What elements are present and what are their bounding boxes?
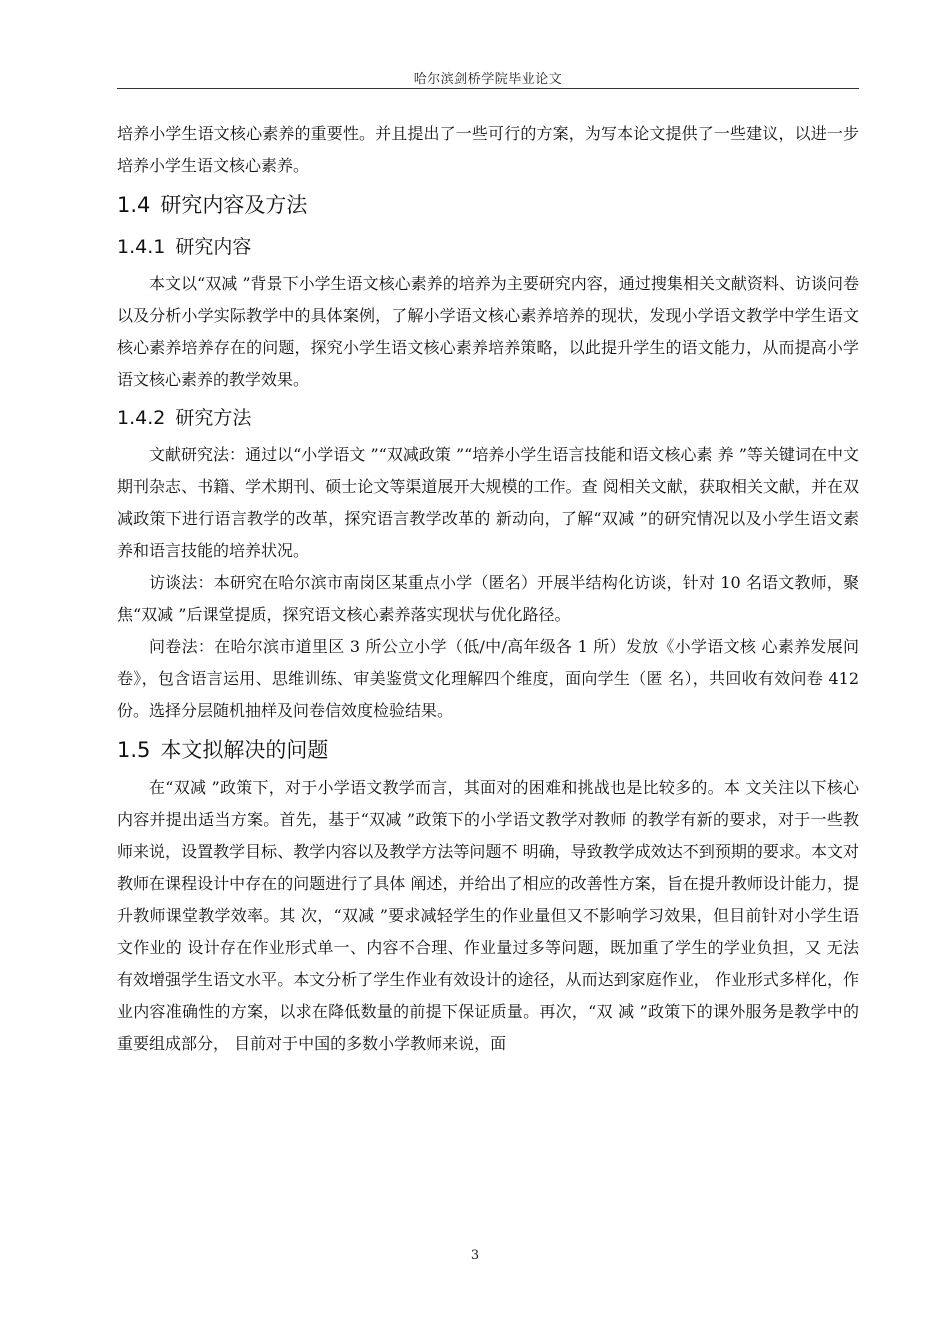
section-title: 研究内容 (175, 236, 252, 258)
section-number: 1.5 (117, 738, 151, 762)
section-heading-1-4-2 (117, 399, 859, 437)
section-title: 研究方法 (175, 407, 252, 429)
interview-method-paragraph: 访谈法：本研究在哈尔滨市南岗区某重点小学（匿名）开展半结构化访谈，针对 10 名语文教师，聚焦“双减 ”后课堂提质，探究语文核心素养落实现状与优化路径。 (117, 573, 859, 624)
page-number: 3 (470, 1248, 480, 1263)
section-heading-1-4 (117, 185, 859, 225)
section-heading-1-5 (117, 730, 859, 770)
section-number: 1.4.1 (117, 236, 166, 258)
research-content-paragraph: 本文以“双减 ”背景下小学生语文核心素养的培养为主要研究内容，通过搜集相关文献资料、访谈问卷以及分析小学实际教学中的具体案例，了解小学语文核心素养培养的现状，发现小学语文教学中学生语文核心素养培养存在的问题，探究小学生语文核心素养培养策略，以此提升学生的语文能力，从而提高小学语文核心素养的教学效果。 (117, 274, 859, 389)
page-body (117, 118, 859, 1060)
section-title: 本文拟解决的问题 (160, 738, 329, 762)
running-header: 哈尔滨剑桥学院毕业论文 (413, 72, 563, 87)
questionnaire-method-paragraph: 问卷法：在哈尔滨市道里区 3 所公立小学（低/中/高年级各 1 所）发放《小学语文核 心素养发展问卷》，包含语言运用、思维训练、审美鉴赏文化理解四个维度，面向学生（匿 名），共回收有效问卷 412 份。选择分层随机抽样及问卷信效度检验结果。 (117, 637, 859, 720)
section-heading-1-4-1 (117, 228, 859, 266)
section-number: 1.4.2 (117, 407, 166, 429)
problems-paragraph: 在“双减 ”政策下，对于小学语文教学而言，其面对的困难和挑战也是比较多的。本 文关注以下核心内容并提出适当方案。首先，基于“双减 ”政策下的小学语文教学对教师 的教学有新的要求，对于一些教师来说，设置教学目标、教学内容以及教学方法等问题不 明确，导致教学成效达不到预期的要求。本文对教师在课程设计中存在的问题进行了具体 阐述，并给出了相应的改善性方案，旨在提升教师设计能力，提升教师课堂教学效率。其 次，“双减 ”要求减轻学生的作业量但又不影响学习效果，但目前针对小学生语文作业的 设计存在作业形式单一、内容不合理、作业量过多等问题，既加重了学生的学业负担，又 无法有效增强学生语文水平。本文分析了学生作业有效设计的途径，从而达到家庭作业， 作业形式多样化，作业内容准确性的方案，以求在降低数量的前提下保证质量。再次，“双 减 ”政策下的课外服务是教学中的重要组成部分， 目前对于中国的多数小学教师来说，面 (117, 778, 859, 1053)
literature-method-paragraph: 文献研究法：通过以“小学语文 ”“双减政策 ”“培养小学生语言技能和语文核心素 养 ”等关键词在中文期刊杂志、书籍、学术期刊、硕士论文等渠道展开大规模的工作。查 阅相关文献，获取相关文献，并在双减政策下进行语言教学的改革，探究语言教学改革的 新动向，了解“双减 ”的研究情况以及小学生语文素养和语言技能的培养状况。 (117, 445, 859, 560)
intro-paragraph: 培养小学生语文核心素养的重要性。并且提出了一些可行的方案，为写本论文提供了一些建议，以进一步培养小学生语文核心素养。 (117, 124, 859, 175)
section-title: 研究内容及方法 (160, 193, 308, 217)
section-number: 1.4 (117, 193, 151, 217)
header-rule (117, 88, 859, 89)
